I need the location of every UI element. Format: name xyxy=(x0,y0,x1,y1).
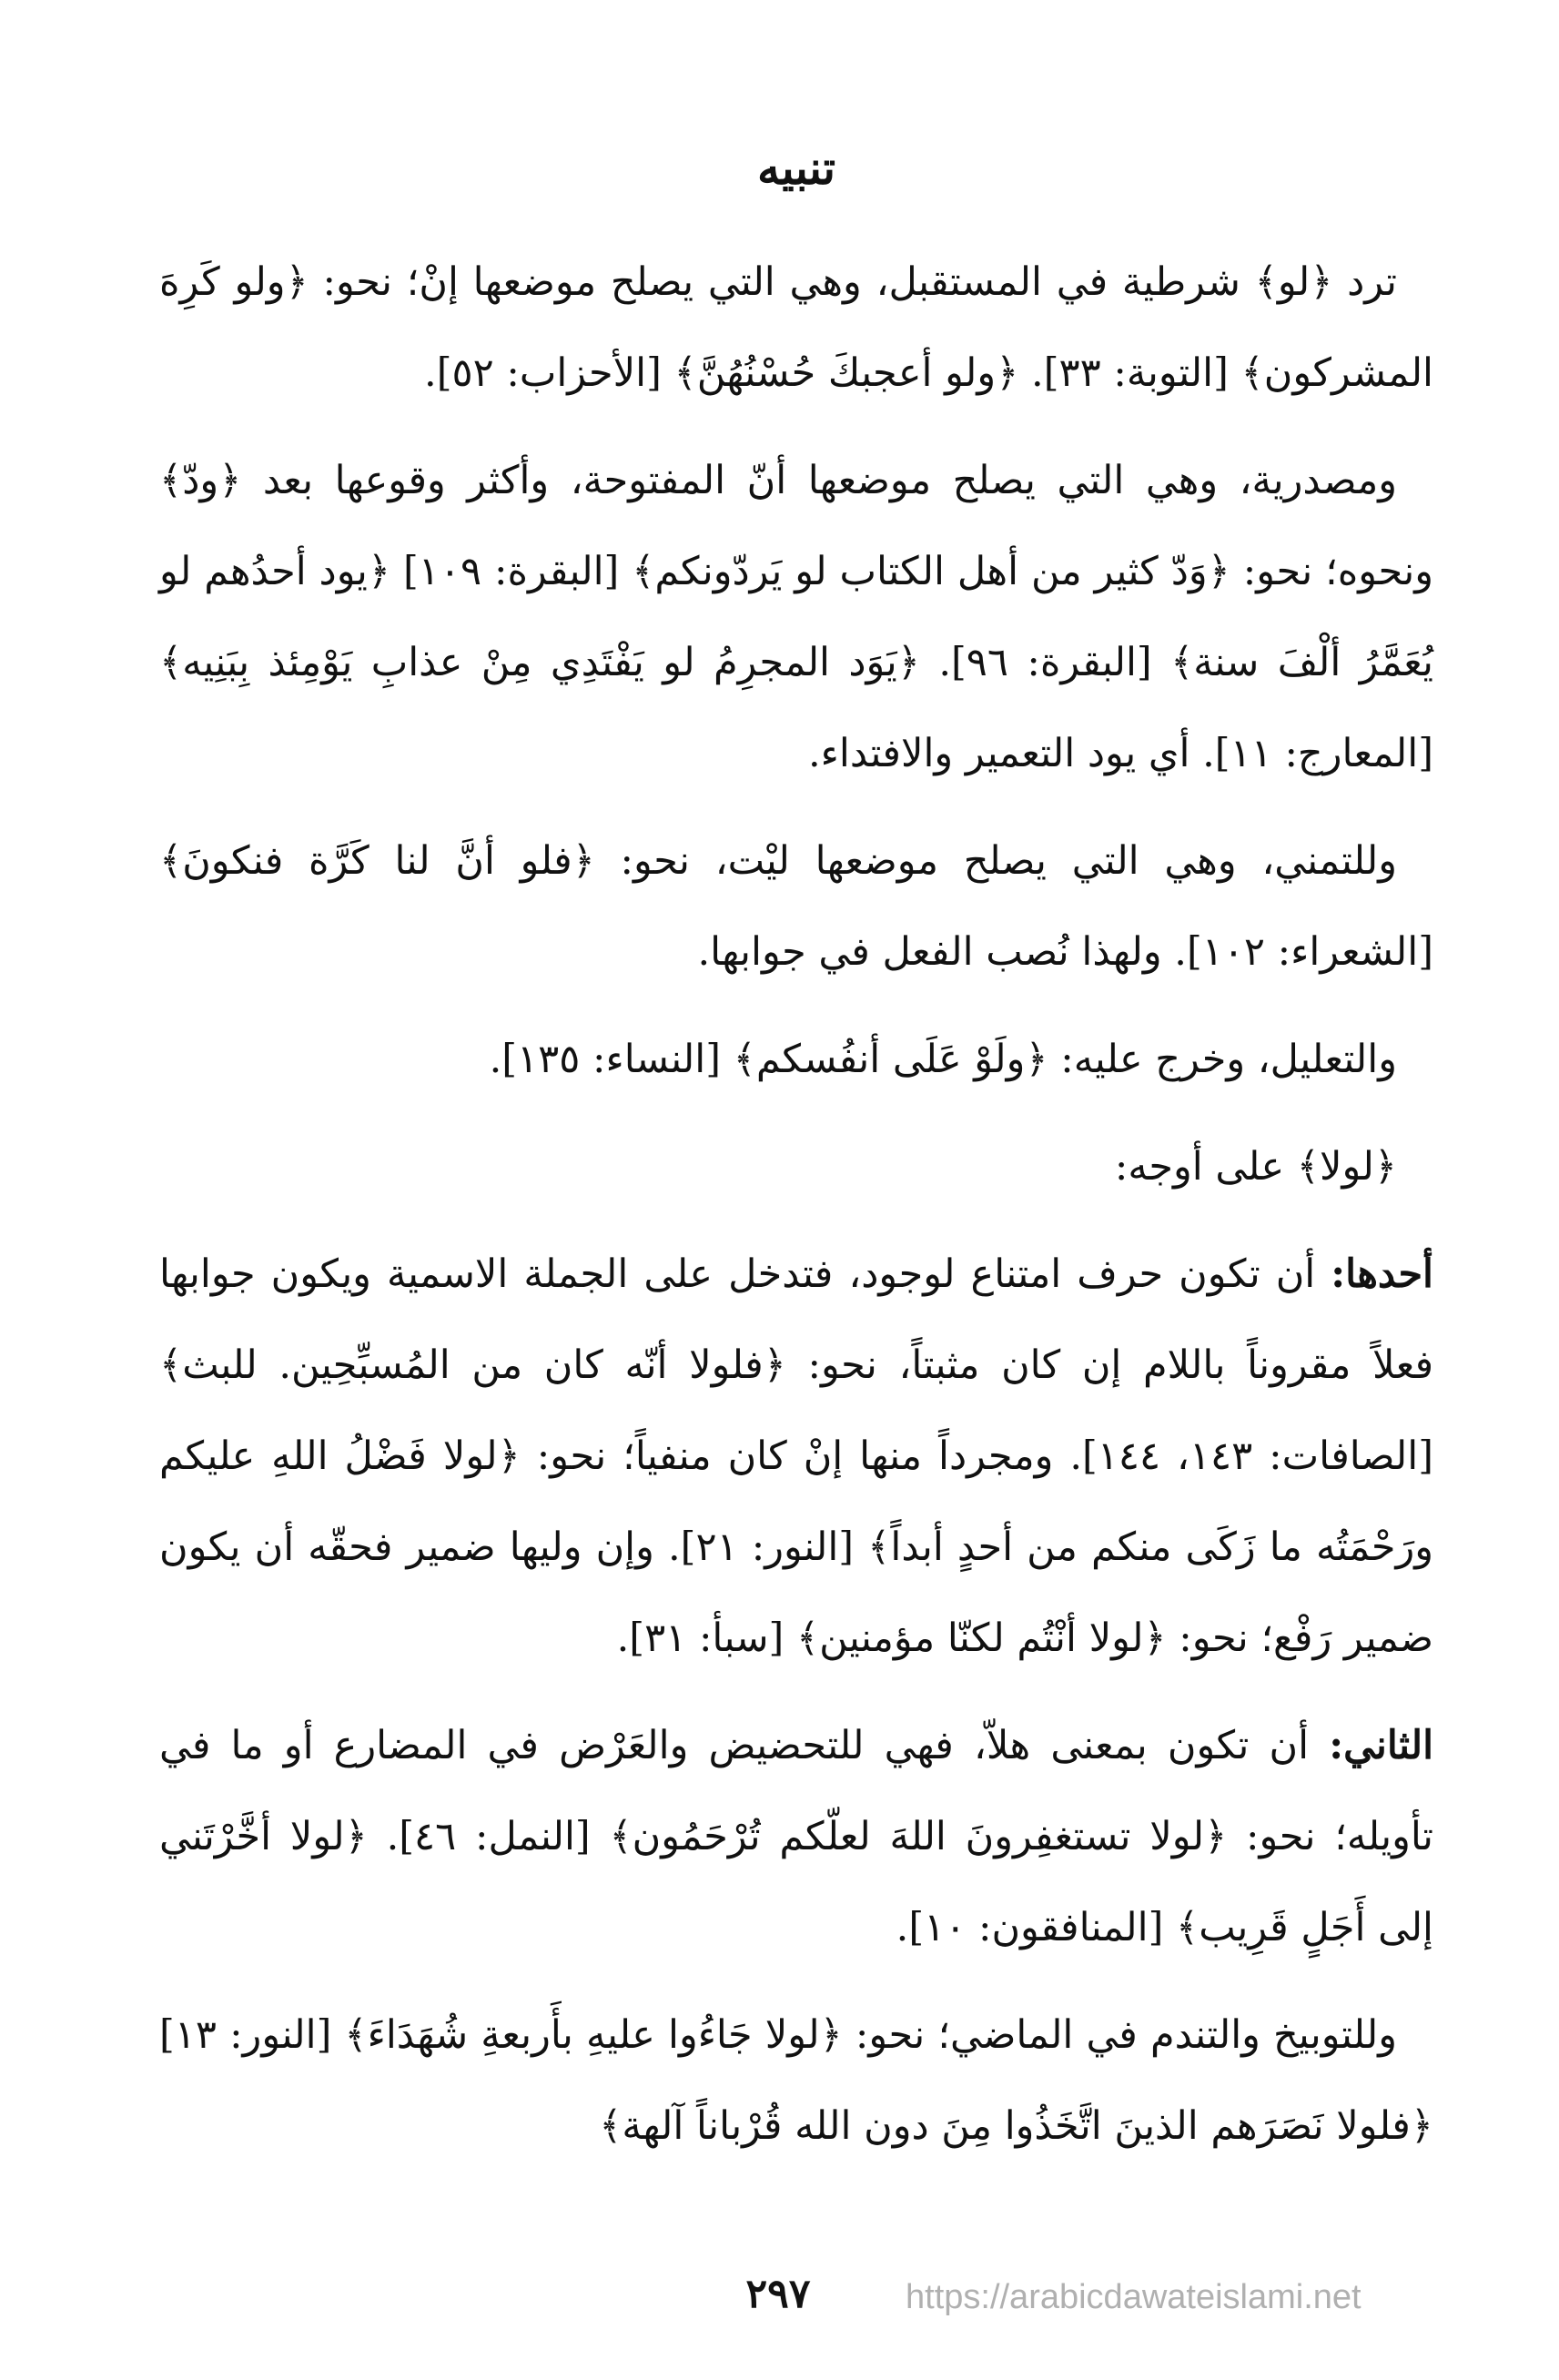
paragraph-lead: أحدها: xyxy=(1331,1251,1433,1297)
paragraph-text: وللتمني، وهي التي يصلح موضعها ليْت، نحو: ﴿فلو أنَّ لنا كَرَّة فنكونَ﴾ [الشعراء: ١٠٢]. ولهذا نُصب الفعل في جوابها. xyxy=(159,838,1433,975)
paragraph-2 xyxy=(159,435,1433,799)
paragraph-text: ﴿لولا﴾ على أوجه: xyxy=(1114,1144,1397,1190)
paragraph-4 xyxy=(159,1014,1433,1105)
paragraph-text: ومصدرية، وهي التي يصلح موضعها أنّ المفتوحة، وأكثر وقوعها بعد ﴿ودّ﴾ ونحوه؛ نحو: ﴿وَدّ كثير من أهل الكتاب لو يَردّونكم﴾ [البقرة: ١٠٩] ﴿يود أحدُهم لو يُعَمَّرُ ألْفَ سنة﴾ [البقرة: ٩٦]. ﴿يَوَد المجرِمُ لو يَفْتَدِي مِنْ عذابِ يَوْمِئذ بِبَنِيه﴾ [المعارج: ١١]. أي يود التعمير والافتداء. xyxy=(159,458,1433,776)
page-body xyxy=(159,137,1433,2188)
paragraph-lead: الثاني: xyxy=(1329,1723,1434,1768)
paragraph-1 xyxy=(159,237,1433,419)
page-title: تنبيه xyxy=(757,141,835,195)
watermark-url: https://arabicdawateislami.net xyxy=(906,2278,1362,2316)
paragraph-3 xyxy=(159,815,1433,998)
paragraph-text: أن تكون حرف امتناع لوجود، فتدخل على الجملة الاسمية ويكون جوابها فعلاً مقروناً باللام إن كان مثبتاً، نحو: ﴿فلولا أنّه كان من المُسبِّحِين. للبث﴾ [الصافات: ١٤٣، ١٤٤]. ومجرداً منها إنْ كان منفياً؛ نحو: ﴿لولا فَضْلُ اللهِ عليكم ورَحْمَتُه ما زَكَى منكم من أحدٍ أبداً﴾ [النور: ٢١]. وإن وليها ضمير فحقّه أن يكون ضمير رَفْع؛ نحو: ﴿لولا أنْتُم لكنّا مؤمنين﴾ [سبأ: ٣١]. xyxy=(159,1251,1433,1661)
paragraph-5 xyxy=(159,1121,1433,1212)
paragraph-8 xyxy=(159,1990,1433,2172)
paragraph-text: أن تكون بمعنى هلاّ، فهي للتحضيض والعَرْض في المضارع أو ما في تأويله؛ نحو: ﴿لولا تستغفِرونَ اللهَ لعلّكم تُرْحَمُون﴾ [النمل: ٤٦]. ﴿لولا أخَّرْتَني إلى أَجَلٍ قَرِيب﴾ [المنافقون: ١٠]. xyxy=(159,1723,1433,1950)
paragraph-6 xyxy=(159,1229,1433,1684)
paragraph-text: وللتوبيخ والتندم في الماضي؛ نحو: ﴿لولا جَاءُوا عليهِ بأَربعةِ شُهَدَاءَ﴾ [النور: ١٣] ﴿فلولا نَصَرَهم الذينَ اتَّخَذُوا مِنَ دون الله قُرْباناً آلهة﴾ xyxy=(159,2012,1433,2149)
page-number: ٢٩٧ xyxy=(745,2271,811,2317)
paragraph-text: ترد ﴿لو﴾ شرطية في المستقبل، وهي التي يصلح موضعها إنْ؛ نحو: ﴿ولو كَرِهَ المشركون﴾ [التوبة: ٣٣]. ﴿ولو أعجبكَ حُسْنُهُنَّ﴾ [الأحزاب: ٥٢]. xyxy=(159,259,1433,396)
paragraph-7 xyxy=(159,1700,1433,1973)
page-footer xyxy=(0,2271,1559,2334)
paragraph-text: والتعليل، وخرج عليه: ﴿ولَوْ عَلَى أنفُسكم﴾ [النساء: ١٣٥]. xyxy=(489,1037,1397,1082)
